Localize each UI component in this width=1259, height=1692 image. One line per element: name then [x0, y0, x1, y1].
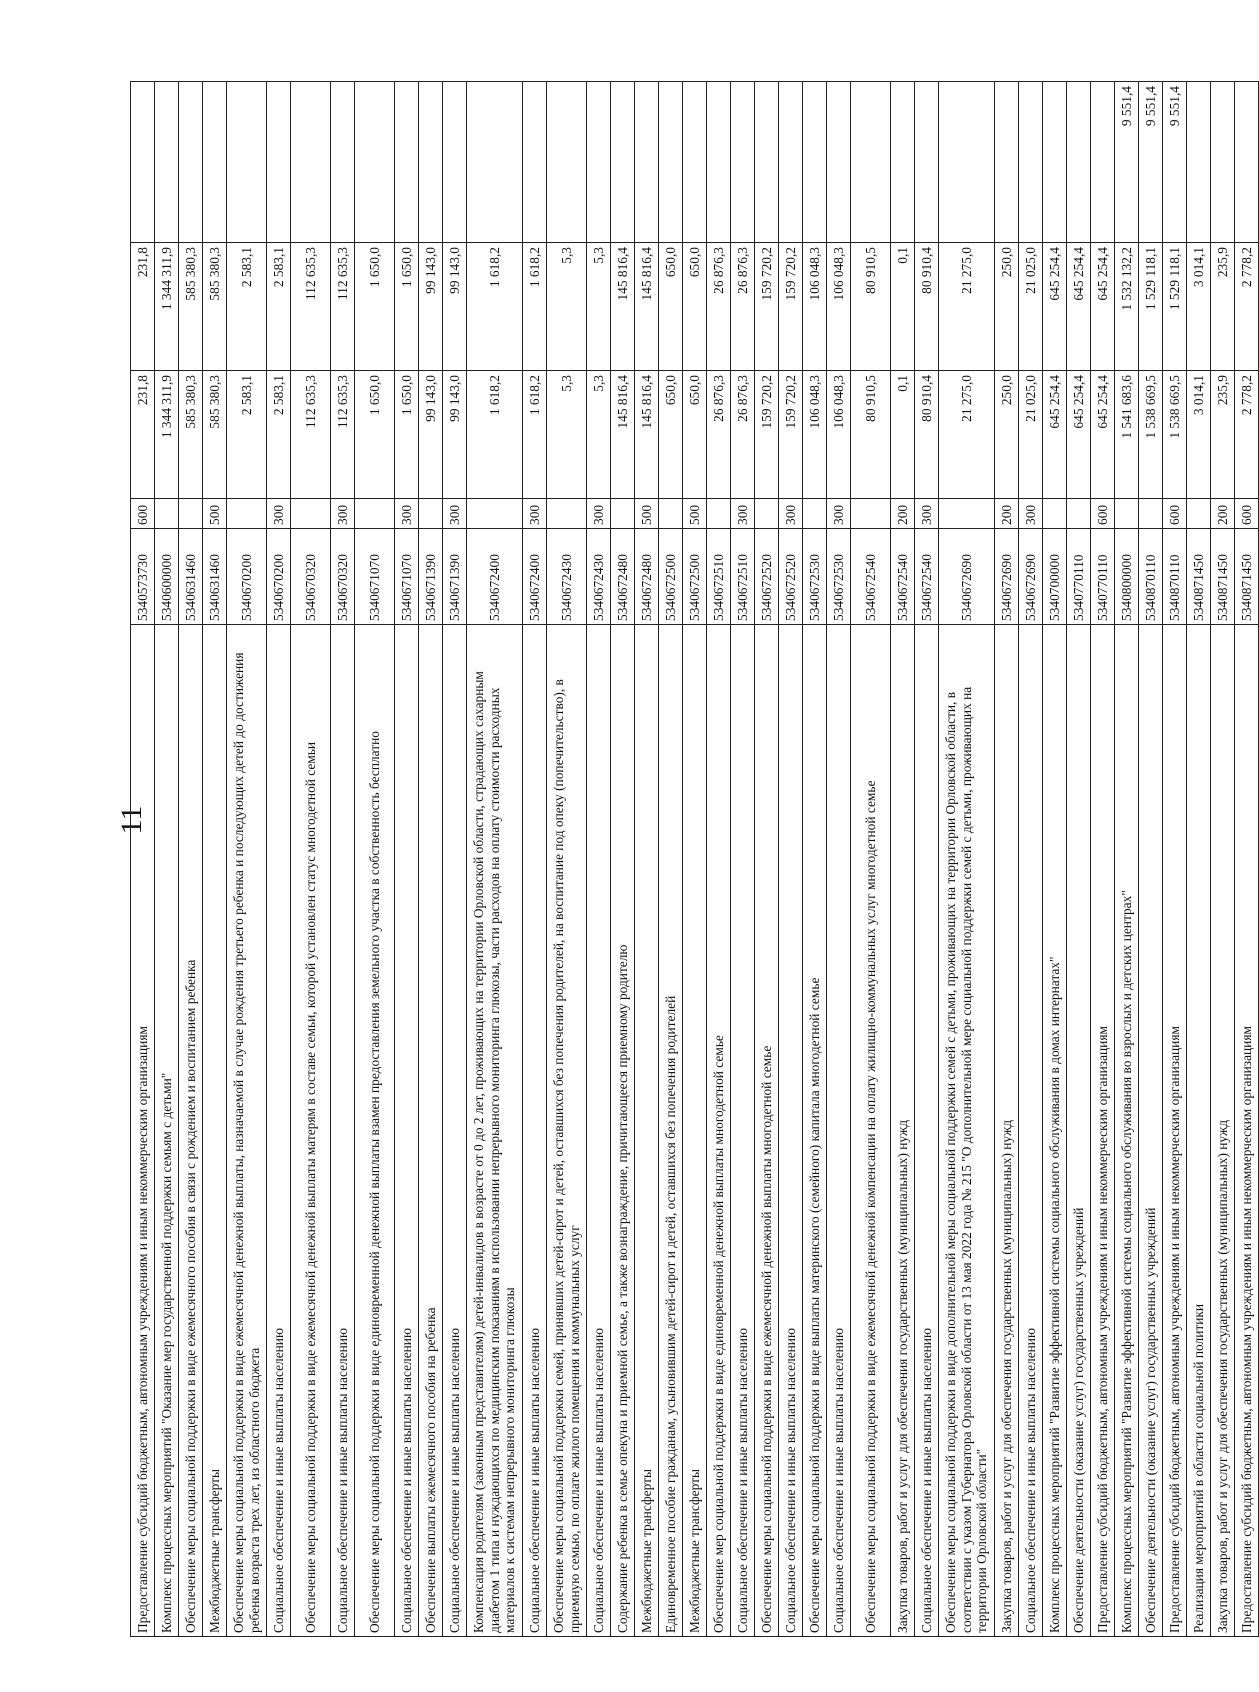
row-value-3-cell — [331, 82, 355, 243]
row-value-3-cell — [1235, 82, 1259, 243]
row-total-cell: 3 014,1 — [1187, 371, 1211, 499]
row-value-3-cell — [611, 82, 635, 243]
row-total-cell: 80 910,4 — [915, 371, 939, 499]
rotated-page — [130, 82, 1254, 1637]
row-expense-type-cell — [1115, 499, 1139, 529]
row-total-cell: 21 025,0 — [1019, 371, 1043, 499]
row-code-cell: 5340672540 — [915, 529, 939, 625]
row-value-3-cell — [267, 82, 291, 243]
row-value-2-cell: 145 816,4 — [611, 243, 635, 371]
row-name-cell: Социальное обеспечение и иные выплаты населению — [779, 625, 803, 1637]
row-expense-type-cell — [419, 499, 443, 529]
row-expense-type-cell — [659, 499, 683, 529]
row-total-cell: 235,9 — [1211, 371, 1235, 499]
row-expense-type-cell: 500 — [203, 499, 227, 529]
row-code-cell: 5340573730 — [131, 529, 155, 625]
row-value-2-cell: 235,9 — [1211, 243, 1235, 371]
row-code-cell: 5340871450 — [1187, 529, 1211, 625]
row-name-cell: Обеспечение меры социальной поддержки в виде дополнительной меры социальной поддержки семей с детьми, проживающих на территории Орловской области, в соответствии с указом Губернатора Орловской области от 13 мая 2022 года № 215 "О дополнительной мере социальной поддержки семей с детьми, проживающих на территории Орловской области" — [939, 625, 995, 1637]
table-row — [395, 82, 419, 1637]
row-value-3-cell — [1067, 82, 1091, 243]
row-value-2-cell: 145 816,4 — [635, 243, 659, 371]
row-code-cell: 5340672690 — [939, 529, 995, 625]
row-name-cell: Реализация мероприятий в области социальной политики — [1187, 625, 1211, 1637]
row-value-2-cell: 650,0 — [659, 243, 683, 371]
row-value-3-cell — [803, 82, 827, 243]
row-name-cell: Обеспечение выплаты ежемесячного пособия на ребенка — [419, 625, 443, 1637]
row-total-cell: 2 583,1 — [267, 371, 291, 499]
row-name-cell: Предоставление субсидий бюджетным, автономным учреждениям и иным некоммерческим организациям — [1235, 625, 1259, 1637]
row-total-cell: 2 778,2 — [1235, 371, 1259, 499]
row-code-cell: 5340672430 — [587, 529, 611, 625]
row-total-cell: 1 618,2 — [523, 371, 547, 499]
table-row — [355, 82, 395, 1637]
row-name-cell: Обеспечение меры социальной поддержки в виде единовременной денежной выплаты взамен предоставления земельного участка в собственность бесплатно — [355, 625, 395, 1637]
table-row — [731, 82, 755, 1637]
row-name-cell: Единовременное пособие гражданам, усыновившим детей-сирот и детей, оставшихся без попечения родителей — [659, 625, 683, 1637]
row-value-2-cell: 26 876,3 — [731, 243, 755, 371]
table-row — [851, 82, 891, 1637]
row-value-2-cell: 99 143,0 — [419, 243, 443, 371]
row-total-cell: 650,0 — [659, 371, 683, 499]
row-name-cell: Предоставление субсидий бюджетным, автономным учреждениям и иным некоммерческим организациям — [1091, 625, 1115, 1637]
row-expense-type-cell: 600 — [131, 499, 155, 529]
table-row — [443, 82, 467, 1637]
row-value-2-cell: 21 275,0 — [939, 243, 995, 371]
row-expense-type-cell — [155, 499, 179, 529]
row-name-cell: Межбюджетные трансферты — [683, 625, 707, 1637]
table-row — [587, 82, 611, 1637]
row-expense-type-cell: 300 — [443, 499, 467, 529]
table-row — [779, 82, 803, 1637]
budget-table — [130, 81, 1259, 1637]
row-expense-type-cell: 300 — [827, 499, 851, 529]
row-code-cell: 5340672500 — [659, 529, 683, 625]
row-code-cell: 5340672500 — [683, 529, 707, 625]
row-expense-type-cell: 300 — [915, 499, 939, 529]
row-name-cell: Межбюджетные трансферты — [203, 625, 227, 1637]
page-number: 11 — [115, 805, 148, 835]
row-total-cell: 1 538 669,5 — [1139, 371, 1163, 499]
row-code-cell: 5340672520 — [755, 529, 779, 625]
row-code-cell: 5340672530 — [827, 529, 851, 625]
row-expense-type-cell: 200 — [995, 499, 1019, 529]
row-name-cell: Обеспечение мер социальной поддержки в виде единовременной денежной выплаты многодетной семье — [707, 625, 731, 1637]
row-name-cell: Социальное обеспечение и иные выплаты населению — [443, 625, 467, 1637]
row-value-2-cell: 5,3 — [587, 243, 611, 371]
row-expense-type-cell: 300 — [523, 499, 547, 529]
row-code-cell: 5340670320 — [291, 529, 331, 625]
row-value-3-cell — [779, 82, 803, 243]
table-row — [1139, 82, 1163, 1637]
row-code-cell: 5340672510 — [731, 529, 755, 625]
row-value-2-cell: 231,8 — [131, 243, 155, 371]
row-value-3-cell — [755, 82, 779, 243]
row-expense-type-cell: 500 — [635, 499, 659, 529]
row-value-2-cell: 1 618,2 — [467, 243, 523, 371]
row-value-3-cell — [179, 82, 203, 243]
row-value-2-cell: 1 344 311,9 — [155, 243, 179, 371]
table-row — [939, 82, 995, 1637]
row-code-cell: 5340700000 — [1043, 529, 1067, 625]
row-code-cell: 5340672480 — [611, 529, 635, 625]
table-row — [827, 82, 851, 1637]
row-name-cell: Социальное обеспечение и иные выплаты населению — [827, 625, 851, 1637]
row-value-3-cell — [659, 82, 683, 243]
row-code-cell: 5340672690 — [995, 529, 1019, 625]
row-value-3-cell — [851, 82, 891, 243]
row-name-cell: Социальное обеспечение и иные выплаты населению — [915, 625, 939, 1637]
row-value-3-cell: 9 551,4 — [1139, 82, 1163, 243]
row-name-cell: Обеспечение меры социальной поддержки в виде выплаты материнского (семейного) капитала многодетной семье — [803, 625, 827, 1637]
row-value-2-cell: 1 532 132,2 — [1115, 243, 1139, 371]
table-row — [179, 82, 203, 1637]
row-value-3-cell — [395, 82, 419, 243]
row-value-3-cell — [939, 82, 995, 243]
row-value-3-cell — [635, 82, 659, 243]
table-row — [915, 82, 939, 1637]
table-row — [635, 82, 659, 1637]
row-value-3-cell — [1187, 82, 1211, 243]
table-row — [1211, 82, 1235, 1637]
row-expense-type-cell — [707, 499, 731, 529]
row-name-cell: Закупка товаров, работ и услуг для обеспечения государственных (муниципальных) нужд — [995, 625, 1019, 1637]
row-value-2-cell: 1 650,0 — [395, 243, 419, 371]
row-total-cell: 21 275,0 — [939, 371, 995, 499]
row-value-3-cell — [995, 82, 1019, 243]
row-name-cell: Межбюджетные трансферты — [635, 625, 659, 1637]
row-value-3-cell — [547, 82, 587, 243]
row-value-3-cell — [1043, 82, 1067, 243]
table-row — [1115, 82, 1139, 1637]
table-row — [419, 82, 443, 1637]
row-code-cell: 5340871450 — [1235, 529, 1259, 625]
row-expense-type-cell: 300 — [731, 499, 755, 529]
row-expense-type-cell: 200 — [891, 499, 915, 529]
row-value-3-cell — [587, 82, 611, 243]
row-value-2-cell: 0,1 — [891, 243, 915, 371]
row-value-2-cell: 585 380,3 — [203, 243, 227, 371]
row-total-cell: 26 876,3 — [707, 371, 731, 499]
row-value-3-cell — [1091, 82, 1115, 243]
row-value-3-cell: 9 551,4 — [1115, 82, 1139, 243]
row-name-cell: Обеспечение меры социальной поддержки в виде ежемесячного пособия в связи с рождением и воспитанием ребенка — [179, 625, 203, 1637]
row-total-cell: 80 910,5 — [851, 371, 891, 499]
row-expense-type-cell — [1187, 499, 1211, 529]
table-row — [1091, 82, 1115, 1637]
row-total-cell: 1 650,0 — [355, 371, 395, 499]
row-name-cell: Социальное обеспечение и иные выплаты населению — [731, 625, 755, 1637]
row-total-cell: 106 048,3 — [827, 371, 851, 499]
row-total-cell: 645 254,4 — [1091, 371, 1115, 499]
row-expense-type-cell — [1043, 499, 1067, 529]
row-code-cell: 5340672430 — [547, 529, 587, 625]
row-name-cell: Социальное обеспечение и иные выплаты населению — [395, 625, 419, 1637]
table-row — [331, 82, 355, 1637]
row-value-2-cell: 645 254,4 — [1043, 243, 1067, 371]
row-code-cell: 5340870110 — [1163, 529, 1187, 625]
table-row — [1187, 82, 1211, 1637]
row-expense-type-cell: 300 — [587, 499, 611, 529]
row-total-cell: 159 720,2 — [755, 371, 779, 499]
table-row — [1235, 82, 1259, 1637]
row-name-cell: Обеспечение меры социальной поддержки в виде ежемесячной денежной выплаты, назначаемой в случае рождения третьего ребенка и последующих детей до достижения ребенка возраста трех лет, из областного бюджета — [227, 625, 267, 1637]
row-value-2-cell: 159 720,2 — [755, 243, 779, 371]
row-total-cell: 650,0 — [683, 371, 707, 499]
row-value-2-cell: 1 650,0 — [355, 243, 395, 371]
table-row — [611, 82, 635, 1637]
table-row — [1019, 82, 1043, 1637]
row-value-2-cell: 3 014,1 — [1187, 243, 1211, 371]
row-expense-type-cell: 200 — [1211, 499, 1235, 529]
row-code-cell: 5340670200 — [227, 529, 267, 625]
table-row — [803, 82, 827, 1637]
row-value-3-cell — [915, 82, 939, 243]
row-value-3-cell: 9 551,4 — [1163, 82, 1187, 243]
row-code-cell: 5340671070 — [355, 529, 395, 625]
row-value-2-cell: 2 583,1 — [267, 243, 291, 371]
table-row — [291, 82, 331, 1637]
row-value-2-cell: 80 910,5 — [851, 243, 891, 371]
table-row — [707, 82, 731, 1637]
row-value-2-cell: 106 048,3 — [803, 243, 827, 371]
row-name-cell: Социальное обеспечение и иные выплаты населению — [267, 625, 291, 1637]
row-value-3-cell — [155, 82, 179, 243]
row-expense-type-cell — [755, 499, 779, 529]
row-total-cell: 99 143,0 — [419, 371, 443, 499]
table-row — [547, 82, 587, 1637]
row-expense-type-cell — [547, 499, 587, 529]
row-value-3-cell — [707, 82, 731, 243]
row-code-cell: 5340672400 — [523, 529, 547, 625]
row-code-cell: 5340770110 — [1091, 529, 1115, 625]
row-value-3-cell — [291, 82, 331, 243]
row-code-cell: 5340670200 — [267, 529, 291, 625]
row-code-cell: 5340672480 — [635, 529, 659, 625]
row-total-cell: 1 541 683,6 — [1115, 371, 1139, 499]
row-value-3-cell — [355, 82, 395, 243]
row-value-2-cell: 159 720,2 — [779, 243, 803, 371]
row-code-cell: 5340770110 — [1067, 529, 1091, 625]
row-value-3-cell — [683, 82, 707, 243]
table-row — [1163, 82, 1187, 1637]
row-expense-type-cell: 300 — [395, 499, 419, 529]
row-value-2-cell: 99 143,0 — [443, 243, 467, 371]
row-total-cell: 26 876,3 — [731, 371, 755, 499]
table-row — [227, 82, 267, 1637]
row-code-cell: 5340672690 — [1019, 529, 1043, 625]
row-expense-type-cell: 300 — [267, 499, 291, 529]
row-total-cell: 145 816,4 — [611, 371, 635, 499]
row-name-cell: Социальное обеспечение и иные выплаты населению — [587, 625, 611, 1637]
row-expense-type-cell — [851, 499, 891, 529]
row-total-cell: 585 380,3 — [203, 371, 227, 499]
row-value-2-cell: 2 583,1 — [227, 243, 267, 371]
row-name-cell: Обеспечение меры социальной поддержки в виде ежемесячной денежной компенсации на оплату жилищно-коммунальных услуг многодетной семье — [851, 625, 891, 1637]
row-value-2-cell: 250,0 — [995, 243, 1019, 371]
table-row — [155, 82, 179, 1637]
row-value-3-cell — [1211, 82, 1235, 243]
row-name-cell: Комплекс процессных мероприятий "Развитие эффективной системы социального обслуживания во взрослых и детских центрах" — [1115, 625, 1139, 1637]
table-row — [523, 82, 547, 1637]
row-expense-type-cell — [291, 499, 331, 529]
row-value-2-cell: 645 254,4 — [1067, 243, 1091, 371]
row-name-cell: Социальное обеспечение и иные выплаты населению — [1019, 625, 1043, 1637]
table-row — [659, 82, 683, 1637]
row-code-cell: 5340671070 — [395, 529, 419, 625]
row-value-3-cell — [467, 82, 523, 243]
table-row — [203, 82, 227, 1637]
row-value-2-cell: 112 635,3 — [331, 243, 355, 371]
row-code-cell: 5340672400 — [467, 529, 523, 625]
row-total-cell: 159 720,2 — [779, 371, 803, 499]
row-value-2-cell: 2 778,2 — [1235, 243, 1259, 371]
row-code-cell: 5340670320 — [331, 529, 355, 625]
row-expense-type-cell — [939, 499, 995, 529]
row-name-cell: Комплекс процессных мероприятий "Развитие эффективной системы социального обслуживания в домах интернатах" — [1043, 625, 1067, 1637]
row-code-cell: 5340672530 — [803, 529, 827, 625]
row-total-cell: 585 380,3 — [179, 371, 203, 499]
row-value-3-cell — [891, 82, 915, 243]
row-expense-type-cell: 300 — [331, 499, 355, 529]
row-total-cell: 112 635,3 — [291, 371, 331, 499]
row-value-2-cell: 585 380,3 — [179, 243, 203, 371]
row-name-cell: Социальное обеспечение и иные выплаты населению — [523, 625, 547, 1637]
row-name-cell: Комплекс процессных мероприятий "Оказание мер государственной поддержки семьям с детьми" — [155, 625, 179, 1637]
row-expense-type-cell — [611, 499, 635, 529]
row-expense-type-cell: 600 — [1235, 499, 1259, 529]
row-total-cell: 1 538 669,5 — [1163, 371, 1187, 499]
row-code-cell: 5340870110 — [1139, 529, 1163, 625]
table-row — [683, 82, 707, 1637]
table-row — [755, 82, 779, 1637]
row-total-cell: 645 254,4 — [1067, 371, 1091, 499]
table-row — [995, 82, 1019, 1637]
row-expense-type-cell — [227, 499, 267, 529]
row-code-cell: 5340672520 — [779, 529, 803, 625]
row-value-2-cell: 1 529 118,1 — [1163, 243, 1187, 371]
row-total-cell: 645 254,4 — [1043, 371, 1067, 499]
row-total-cell: 5,3 — [587, 371, 611, 499]
row-value-3-cell — [419, 82, 443, 243]
row-name-cell: Обеспечение меры социальной поддержки в виде ежемесячной денежной выплаты многодетной семье — [755, 625, 779, 1637]
row-name-cell: Закупка товаров, работ и услуг для обеспечения государственных (муниципальных) нужд — [891, 625, 915, 1637]
row-value-2-cell: 5,3 — [547, 243, 587, 371]
table-row — [467, 82, 523, 1637]
row-code-cell: 5340600000 — [155, 529, 179, 625]
row-name-cell: Предоставление субсидий бюджетным, автономным учреждениям и иным некоммерческим организациям — [1163, 625, 1187, 1637]
row-value-3-cell — [731, 82, 755, 243]
row-code-cell: 5340671390 — [419, 529, 443, 625]
row-value-3-cell — [523, 82, 547, 243]
row-expense-type-cell: 300 — [1019, 499, 1043, 529]
row-value-3-cell — [1019, 82, 1043, 243]
row-value-2-cell: 1 529 118,1 — [1139, 243, 1163, 371]
row-value-2-cell: 26 876,3 — [707, 243, 731, 371]
row-total-cell: 5,3 — [547, 371, 587, 499]
row-code-cell: 5340671390 — [443, 529, 467, 625]
row-name-cell: Обеспечение деятельности (оказание услуг) государственных учреждений — [1067, 625, 1091, 1637]
row-value-2-cell: 112 635,3 — [291, 243, 331, 371]
row-total-cell: 0,1 — [891, 371, 915, 499]
row-expense-type-cell — [467, 499, 523, 529]
table-row — [1067, 82, 1091, 1637]
row-total-cell: 112 635,3 — [331, 371, 355, 499]
row-value-3-cell — [827, 82, 851, 243]
row-expense-type-cell — [1139, 499, 1163, 529]
row-value-3-cell — [131, 82, 155, 243]
row-name-cell: Предоставление субсидий бюджетным, автономным учреждениям и иным некоммерческим организациям — [131, 625, 155, 1637]
table-row — [267, 82, 291, 1637]
row-value-3-cell — [443, 82, 467, 243]
row-expense-type-cell — [1067, 499, 1091, 529]
row-value-3-cell — [203, 82, 227, 243]
row-expense-type-cell: 600 — [1163, 499, 1187, 529]
row-value-2-cell: 21 025,0 — [1019, 243, 1043, 371]
table-row — [1043, 82, 1067, 1637]
table-body — [131, 82, 1259, 1637]
row-expense-type-cell: 300 — [779, 499, 803, 529]
row-name-cell: Социальное обеспечение и иные выплаты населению — [331, 625, 355, 1637]
row-expense-type-cell — [355, 499, 395, 529]
row-total-cell: 99 143,0 — [443, 371, 467, 499]
row-name-cell: Содержание ребенка в семье опекуна и приемной семье, а также вознаграждение, причитающееся приемному родителю — [611, 625, 635, 1637]
table-row — [131, 82, 155, 1637]
row-expense-type-cell — [179, 499, 203, 529]
row-name-cell: Компенсация родителям (законным представителям) детей-инвалидов в возрасте от 0 до 2 лет, проживающих на территории Орловской области, страдающих сахарным диабетом 1 типа и нуждающихся по медицинским показаниям в использовании непрерывного мониторинга глюкозы, части расходов на оплату стоимости расходных материалов к системам непрерывного мониторинга глюкозы — [467, 625, 523, 1637]
row-name-cell: Обеспечение меры социальной поддержки в виде ежемесячной денежной выплаты матерям в составе семьи, которой установлен статус многодетной семьи — [291, 625, 331, 1637]
row-expense-type-cell: 500 — [683, 499, 707, 529]
row-code-cell: 5340631460 — [203, 529, 227, 625]
row-total-cell: 2 583,1 — [227, 371, 267, 499]
row-total-cell: 1 650,0 — [395, 371, 419, 499]
row-total-cell: 106 048,3 — [803, 371, 827, 499]
row-code-cell: 5340672510 — [707, 529, 731, 625]
row-code-cell: 5340800000 — [1115, 529, 1139, 625]
row-value-2-cell: 1 618,2 — [523, 243, 547, 371]
table-row — [891, 82, 915, 1637]
row-value-2-cell: 106 048,3 — [827, 243, 851, 371]
row-name-cell: Закупка товаров, работ и услуг для обеспечения государственных (муниципальных) нужд — [1211, 625, 1235, 1637]
row-name-cell: Обеспечение деятельности (оказание услуг) государственных учреждений — [1139, 625, 1163, 1637]
row-total-cell: 1 344 311,9 — [155, 371, 179, 499]
row-code-cell: 5340672540 — [891, 529, 915, 625]
row-name-cell: Обеспечение меры социальной поддержки семей, принявших детей-сирот и детей, оставшихся без попечения родителей, на воспитание под опеку (попечительство), в приемную семью, по оплате жилого помещения и коммунальных услуг — [547, 625, 587, 1637]
row-code-cell: 5340871450 — [1211, 529, 1235, 625]
row-total-cell: 145 816,4 — [635, 371, 659, 499]
row-expense-type-cell — [803, 499, 827, 529]
row-value-3-cell — [227, 82, 267, 243]
row-value-2-cell: 650,0 — [683, 243, 707, 371]
row-total-cell: 1 618,2 — [467, 371, 523, 499]
row-value-2-cell: 80 910,4 — [915, 243, 939, 371]
row-total-cell: 231,8 — [131, 371, 155, 499]
row-expense-type-cell: 600 — [1091, 499, 1115, 529]
row-value-2-cell: 645 254,4 — [1091, 243, 1115, 371]
row-code-cell: 5340631460 — [179, 529, 203, 625]
row-total-cell: 250,0 — [995, 371, 1019, 499]
row-code-cell: 5340672540 — [851, 529, 891, 625]
